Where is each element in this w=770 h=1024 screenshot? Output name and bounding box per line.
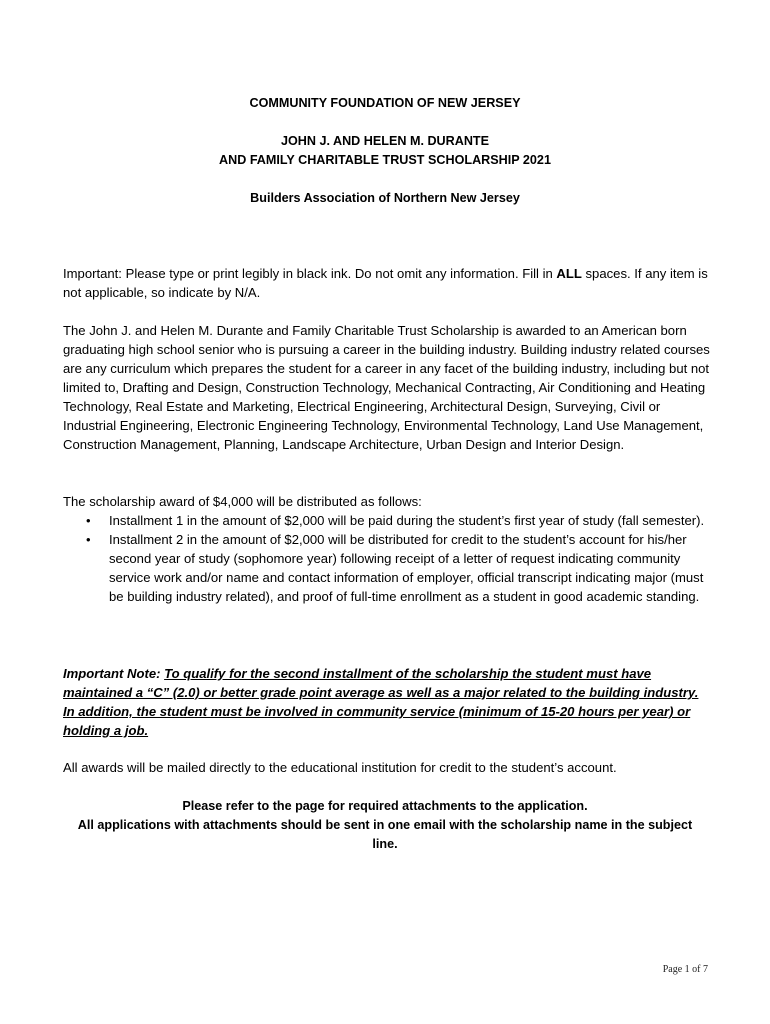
bullet-icon: • (86, 532, 91, 547)
note-label: Important Note: (63, 666, 165, 681)
organization-name: COMMUNITY FOUNDATION OF NEW JERSEY (249, 96, 521, 110)
instructions-emphasis: ALL (556, 266, 582, 281)
scholarship-title-line-1: JOHN J. AND HELEN M. DURANTE (280, 134, 490, 148)
association-name: Builders Association of Northern New Jersey (250, 191, 520, 205)
award-intro: The scholarship award of $4,000 will be distributed as follows: (63, 494, 422, 509)
instructions-text-part2: spaces. If any item is not applicable, so indicate by N/A. (63, 266, 708, 300)
important-note (63, 664, 711, 740)
installment-item (63, 511, 711, 530)
page-number: Page 1 of 7 (662, 964, 708, 975)
mailing-statement: All awards will be mailed directly to the educational institution for credit to the student’s account. (63, 760, 617, 775)
bullet-icon: • (86, 513, 91, 528)
award-section (63, 492, 711, 606)
installment-text: Installment 1 in the amount of $2,000 will be paid during the student’s first year of study (fall semester). (109, 513, 705, 528)
instructions-paragraph (63, 264, 711, 302)
closing-instructions (0, 797, 770, 854)
scholarship-title-line-2: AND FAMILY CHARITABLE TRUST SCHOLARSHIP 2021 (219, 153, 551, 167)
scholarship-description: The John J. and Helen M. Durante and Family Charitable Trust Scholarship is awarded to an American born graduating high school senior who is pursuing a career in the building industry. Building industry related courses are any curriculum which prepares the student for a career in any facet of the building industry, including but not limited to, Drafting and Design, Construction Technology, Mechanical Contracting, Air Conditioning and Heating Technology, Real Estate and Marketing, Electrical Engineering, Architectural Design, Surveying, Civil or Industrial Engineering, Electronic Engineering Technology, Environmental Technology, Land Use Management, Construction Management, Planning, Landscape Architecture, Urban Design and Interior Design. (63, 323, 710, 452)
instructions-text-part1: Important: Please type or print legibly in black ink. Do not omit any information. Fill in (63, 266, 557, 281)
note-community-service: In addition, the student must be involved in community service (minimum of 15-20 hours per year) or holding a job. (63, 704, 691, 738)
note-requirement: To qualify for the second installment of the scholarship the student must have maintained a “C” (2.0) or better grade point average as well as a major related to the building industry. (63, 666, 699, 700)
document-header (0, 94, 770, 208)
installments-list (63, 511, 711, 606)
installment-item (63, 530, 711, 606)
installment-text: Installment 2 in the amount of $2,000 will be distributed for credit to the student’s account for his/her second year of study (sophomore year) following receipt of a letter of request indicating community service work and/or name and contact information of employer, official transcript indicating major (must be building industry related), and proof of full-time enrollment as a student in good academic standing. (109, 532, 704, 604)
attachments-note: Please refer to the page for required attachments to the application. (182, 799, 588, 813)
email-instructions: All applications with attachments should be sent in one email with the scholarship name in the subject line. (77, 818, 693, 851)
